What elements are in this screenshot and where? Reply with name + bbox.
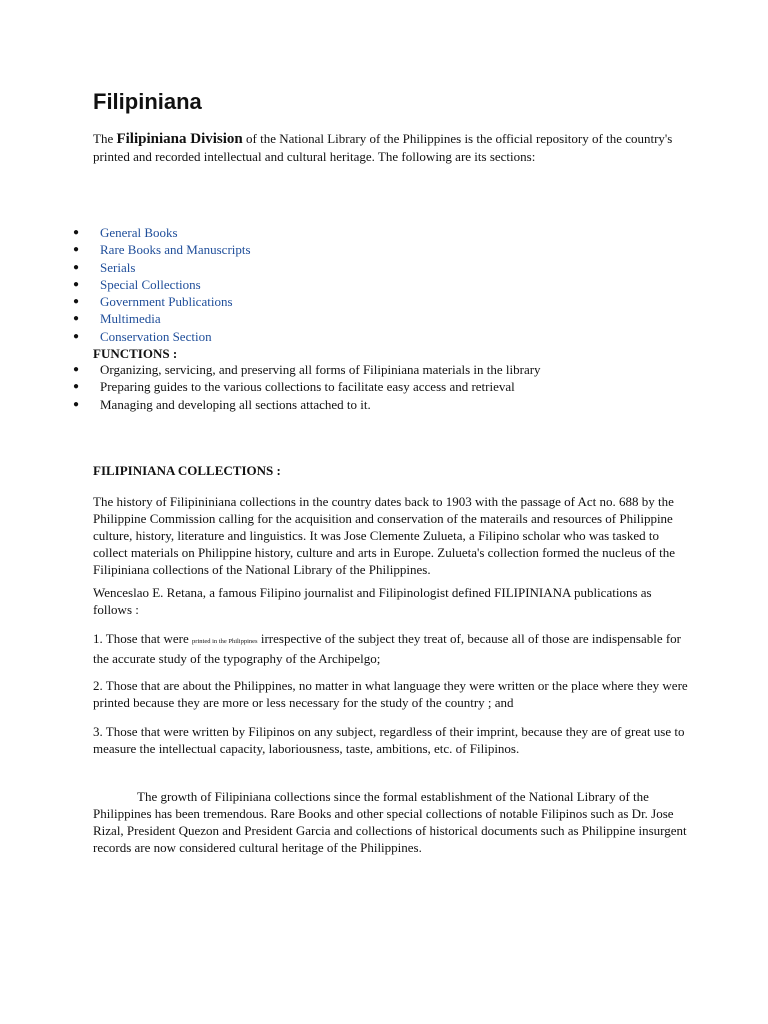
list-item: [0, 293, 700, 310]
sections-list: [0, 224, 700, 345]
intro-pre: The: [93, 131, 117, 146]
functions-heading: FUNCTIONS :: [93, 346, 178, 361]
collections-heading: FILIPINIANA COLLECTIONS :: [93, 463, 281, 478]
intro-post: of the National Library of the Philippines is the official repository of the country's printed and recorded intellectual and cultural heritage. The following are its sections:: [93, 131, 673, 164]
list-item: [0, 224, 700, 241]
point-one-small-text: printed in the Philippines: [192, 638, 258, 645]
list-item: [0, 378, 700, 395]
section-link-general-books[interactable]: General Books: [100, 225, 178, 240]
function-text: Managing and developing all sections attached to it.: [100, 396, 371, 412]
section-link-rare-books[interactable]: Rare Books and Manuscripts: [100, 242, 251, 258]
list-item: [0, 361, 700, 378]
point-one-pre: 1. Those that were: [93, 631, 193, 646]
section-link-multimedia[interactable]: Multimedia: [100, 311, 161, 327]
section-link-government-publications[interactable]: Government Publications: [100, 294, 233, 310]
list-item: [0, 259, 700, 276]
bullet-icon: ●: [73, 313, 80, 325]
point-three-paragraph: 3. Those that were written by Filipinos on any subject, regardless of their imprint, because they are of great use to measure the intellectual capacity, laboriousness, taste, ambitions, etc. of Filipinos.: [93, 724, 685, 756]
section-link-special-collections[interactable]: Special Collections: [100, 276, 201, 292]
list-item: [0, 276, 700, 293]
list-item: [0, 328, 700, 345]
functions-list: [0, 361, 700, 413]
list-item: [0, 396, 700, 413]
bullet-icon: ●: [73, 364, 80, 375]
list-item: [0, 241, 700, 258]
section-link-conservation[interactable]: Conservation Section: [100, 328, 212, 344]
list-item: [0, 310, 700, 327]
retana-paragraph: Wenceslao E. Retana, a famous Filipino journalist and Filipinologist defined FILIPINIANA publications as follows :: [93, 585, 652, 617]
bullet-icon: ●: [73, 278, 80, 290]
growth-paragraph: The growth of Filipiniana collections since the formal establishment of the National Library of the Philippines has been tremendous. Rare Books and other special collections of notable Filipinos such as Dr. Jose Rizal, President Quezon and President Garcia and collections of historical documents such as Philippine insurgent records are now considered cultural heritage of the Philippines.: [93, 789, 687, 855]
bullet-icon: ●: [73, 244, 80, 256]
bullet-icon: ●: [73, 227, 80, 238]
bullet-icon: ●: [73, 398, 80, 410]
function-text: Preparing guides to the various collections to facilitate easy access and retrieval: [100, 379, 515, 395]
bullet-icon: ●: [73, 330, 80, 342]
bullet-icon: ●: [73, 381, 80, 393]
point-one-post: irrespective of the subject they treat of, because all of those are indispensable for the accurate study of the typography of the Archipelgo;: [93, 631, 682, 666]
division-name: Filipiniana Division: [116, 131, 243, 147]
history-paragraph: The history of Filipininiana collections in the country dates back to 1903 with the passage of Act no. 688 by the Philippine Commission calling for the acquisition and conservation of the materails and resources of Philippine culture, history, literature and linguistics. It was Jose Clemente Zulueta, a Filipino scholar who was tasked to collect materials on Philippine history, culture and arts in Europe. Zulueta's collection formed the nucleus of the Filipiniana collections of the National Library of the Philippines.: [93, 494, 675, 577]
bullet-icon: ●: [73, 296, 80, 308]
function-text: Organizing, servicing, and preserving all forms of Filipiniana materials in the library: [100, 362, 541, 377]
bullet-icon: ●: [73, 261, 80, 273]
intro-paragraph: [93, 130, 693, 165]
point-two-paragraph: 2. Those that are about the Philippines, no matter in what language they were written or the place where they were printed because they are more or less necessary for the study of the country ; and: [93, 678, 688, 710]
page-title: Filipiniana: [93, 89, 202, 114]
section-link-serials[interactable]: Serials: [100, 259, 136, 275]
point-one-paragraph: [93, 630, 693, 667]
